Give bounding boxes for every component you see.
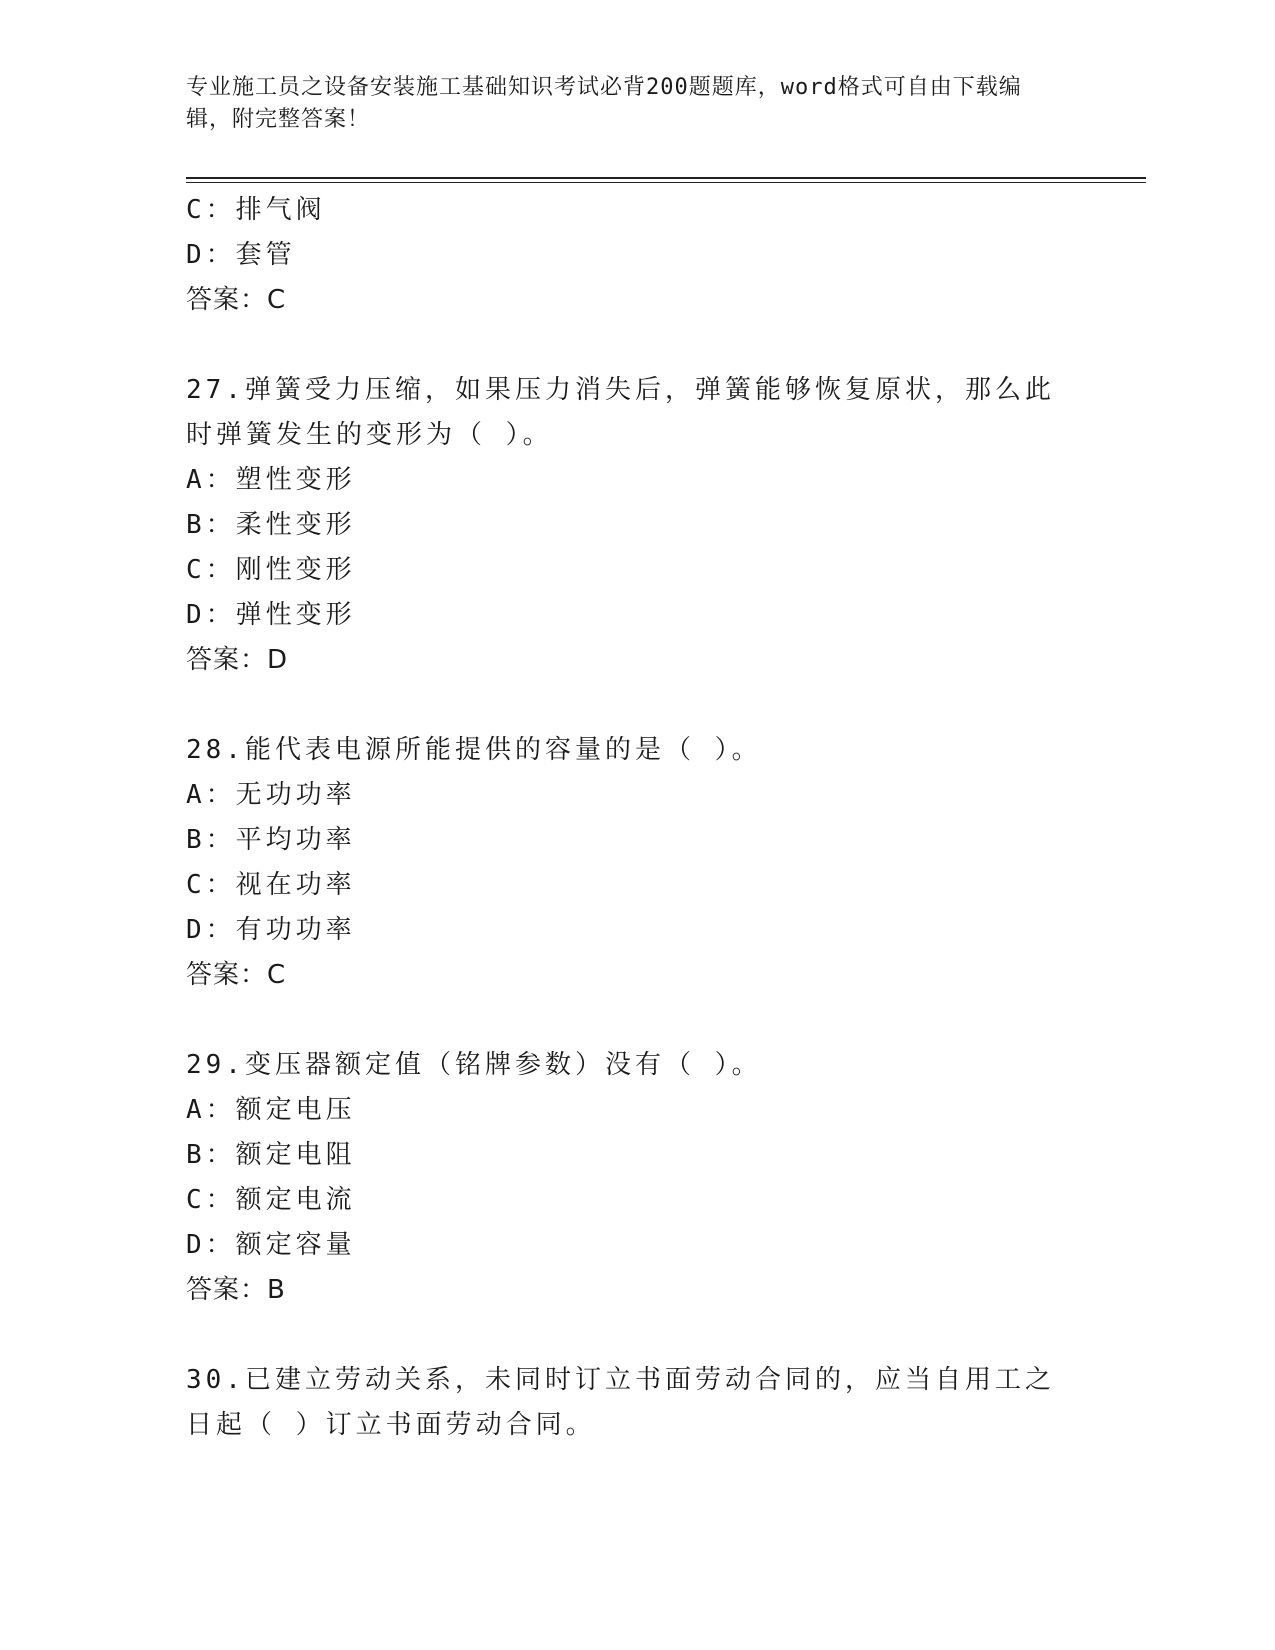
answer-line: 答案：C	[186, 285, 287, 315]
option-d: D：套管	[186, 240, 296, 270]
question-text: 28.能代表电源所能提供的容量的是（ ）。	[186, 735, 762, 765]
answer-line: 答案：B	[186, 1275, 286, 1305]
document-content	[186, 188, 1146, 1448]
question-29	[186, 1043, 1146, 1313]
answer-line: 答案：D	[186, 645, 289, 675]
option-b: B：额定电阻	[186, 1140, 356, 1170]
question-text: 29.变压器额定值（铭牌参数）没有（ ）。	[186, 1050, 762, 1080]
option-c: C：视在功率	[186, 870, 356, 900]
header-rule-thick	[186, 177, 1146, 179]
question-continuation	[186, 188, 1146, 323]
option-d: D：有功功率	[186, 915, 356, 945]
option-a: A：额定电压	[186, 1095, 356, 1125]
option-c: C：额定电流	[186, 1185, 356, 1215]
option-a: A：塑性变形	[186, 465, 356, 495]
option-d: D：弹性变形	[186, 600, 356, 630]
option-d: D：额定容量	[186, 1230, 356, 1260]
header-rule-thin	[186, 182, 1146, 183]
document-page	[186, 0, 1146, 1650]
question-text: 27.弹簧受力压缩，如果压力消失后，弹簧能够恢复原状，那么此时弹簧发生的变形为（ ）。	[186, 375, 1055, 450]
option-c: C：刚性变形	[186, 555, 356, 585]
option-a: A：无功功率	[186, 780, 356, 810]
answer-line: 答案：C	[186, 960, 287, 990]
question-28	[186, 728, 1146, 998]
question-30	[186, 1358, 1146, 1448]
option-c: C：排气阀	[186, 195, 326, 225]
option-b: B：柔性变形	[186, 510, 356, 540]
document-header: 专业施工员之设备安装施工基础知识考试必背200题题库，word格式可自由下载编辑，附完整答案！	[186, 75, 1022, 132]
option-b: B：平均功率	[186, 825, 356, 855]
question-text: 30.已建立劳动关系，未同时订立书面劳动合同的，应当自用工之日起（ ）订立书面劳动合同。	[186, 1365, 1055, 1440]
question-27	[186, 368, 1146, 683]
